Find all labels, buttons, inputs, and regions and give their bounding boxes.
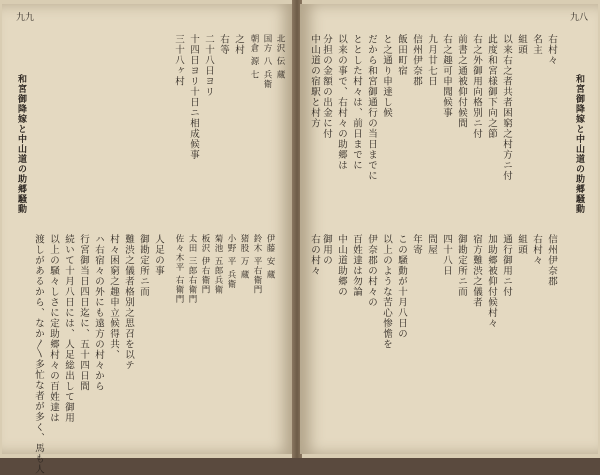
right-col32: 中山道助郷の bbox=[336, 234, 347, 297]
left-col-tail1: 三十八ヶ村 bbox=[173, 34, 184, 87]
left-col-list11: 北沢 伝 蔵 bbox=[275, 34, 285, 80]
right-col6: 右之外御用向格別ニ付 bbox=[471, 34, 482, 139]
right-col20: 組頭 bbox=[516, 234, 527, 255]
right-col19: 右村々 bbox=[531, 234, 542, 266]
right-col23: 宿方難渋之儀者 bbox=[471, 234, 482, 308]
right-col31: 百姓達は勿論 bbox=[351, 234, 362, 297]
left-running-title: 和宮御降嫁と中山道の助郷騒動 bbox=[16, 74, 26, 214]
left-col-main6: 村々困窮之趣申立候得共、 bbox=[108, 234, 119, 360]
left-col-main5: ハ右宿々の外にも遠方の村々から bbox=[93, 234, 104, 392]
left-col-tail2: 十四日ヨリ十日ニ相成候事 bbox=[188, 34, 199, 160]
left-col-list8: 伊藤 安 蔵 bbox=[265, 234, 275, 280]
left-col-main3: 続いて十月八日には、人足総出して御用 bbox=[63, 234, 74, 423]
right-col25: 四十八日 bbox=[441, 234, 452, 276]
left-col-main7: 難渋之儀者格別之思召を以テ bbox=[123, 234, 134, 371]
right-col2: 名主 bbox=[531, 34, 542, 55]
left-col-main4: 行宮御当日四日迄に、五十四日間 bbox=[78, 234, 89, 392]
right-col14: ととした村々は、前日までに bbox=[351, 34, 362, 171]
right-running-title: 和宮御降嫁と中山道の助郷騒動 bbox=[574, 74, 584, 214]
right-col24: 御勘定所ニ而 bbox=[456, 234, 467, 297]
right-col28: この騒動が十月八日の bbox=[396, 234, 407, 339]
right-col21: 通行御用ニ付 bbox=[501, 234, 512, 297]
right-col3: 組頭 bbox=[516, 34, 527, 55]
left-col-main8: 御勘定所ニ而 bbox=[138, 234, 149, 297]
right-col17: 中山道の宿駅と村方 bbox=[309, 34, 320, 129]
left-col-main9: 人足の事 bbox=[153, 234, 164, 276]
right-col1: 右村々 bbox=[546, 34, 557, 66]
left-col-list3: 板沢 伊右衛門 bbox=[200, 234, 210, 295]
right-col15: 以来の事で、右村々の助郷は bbox=[336, 34, 347, 171]
left-page-number: 九九 bbox=[16, 13, 35, 23]
right-col18: 信州伊奈郡 bbox=[546, 234, 557, 287]
right-col7: 前書之通被仰付候間 bbox=[456, 34, 467, 129]
right-col34: 右の村々 bbox=[309, 234, 320, 276]
right-col33: 御用の bbox=[321, 234, 332, 266]
right-page-number: 九八 bbox=[570, 13, 589, 23]
left-col-list4: 菊池 五郎兵衛 bbox=[213, 234, 223, 295]
right-col16: 分担の金額の出金に付 bbox=[321, 34, 332, 139]
right-page bbox=[300, 4, 598, 454]
left-col-list9: 朝倉 源 七 bbox=[249, 34, 259, 80]
left-col-tail4: 右等 bbox=[218, 34, 229, 55]
left-col-list6: 猪股 万 蔵 bbox=[239, 234, 249, 280]
right-col22: 加助郷被仰付候村々 bbox=[486, 234, 497, 329]
left-col-tail5: 之村 bbox=[233, 34, 244, 55]
right-col27: 年寄 bbox=[411, 234, 422, 255]
left-col-list10: 国方 八 兵衛 bbox=[262, 34, 272, 89]
right-col8: 右之趣可申聞候事 bbox=[441, 34, 452, 118]
left-col-main1: 渡しがあるから、なか〳〵多忙な者が多く、馬も人 bbox=[33, 234, 44, 475]
left-col-list2: 太田 三郎右衛門 bbox=[187, 234, 197, 305]
left-col-list1: 佐々木平 右衛門 bbox=[174, 234, 184, 305]
right-col12: と之通り申達し候 bbox=[381, 34, 392, 118]
left-page bbox=[2, 4, 294, 475]
right-col10: 信州伊奈郡 bbox=[411, 34, 422, 87]
left-col-tail3: 二十八日ヨリ bbox=[203, 34, 214, 97]
right-col26: 問屋 bbox=[426, 234, 437, 255]
right-col11: 飯田町宿 bbox=[396, 34, 407, 76]
right-col9: 九月廿七日 bbox=[426, 34, 437, 87]
right-col4: 以来右之者共者困窮之村方ニ付 bbox=[501, 34, 512, 181]
right-col30: 伊奈郡の村々の bbox=[366, 234, 377, 308]
right-col5: 此度和宮様御下向之節 bbox=[486, 34, 497, 139]
right-col13: だから和宮御通行の当日までに bbox=[366, 34, 377, 181]
left-col-list5: 小野 平 兵衛 bbox=[226, 234, 236, 289]
right-col29: 以上のような苦心惨憺を bbox=[381, 234, 392, 350]
left-col-main2: 以上の騒々しさに定助郷村々の百姓達は bbox=[48, 234, 59, 423]
left-col-list7: 鈴木 平右衛門 bbox=[252, 234, 262, 295]
